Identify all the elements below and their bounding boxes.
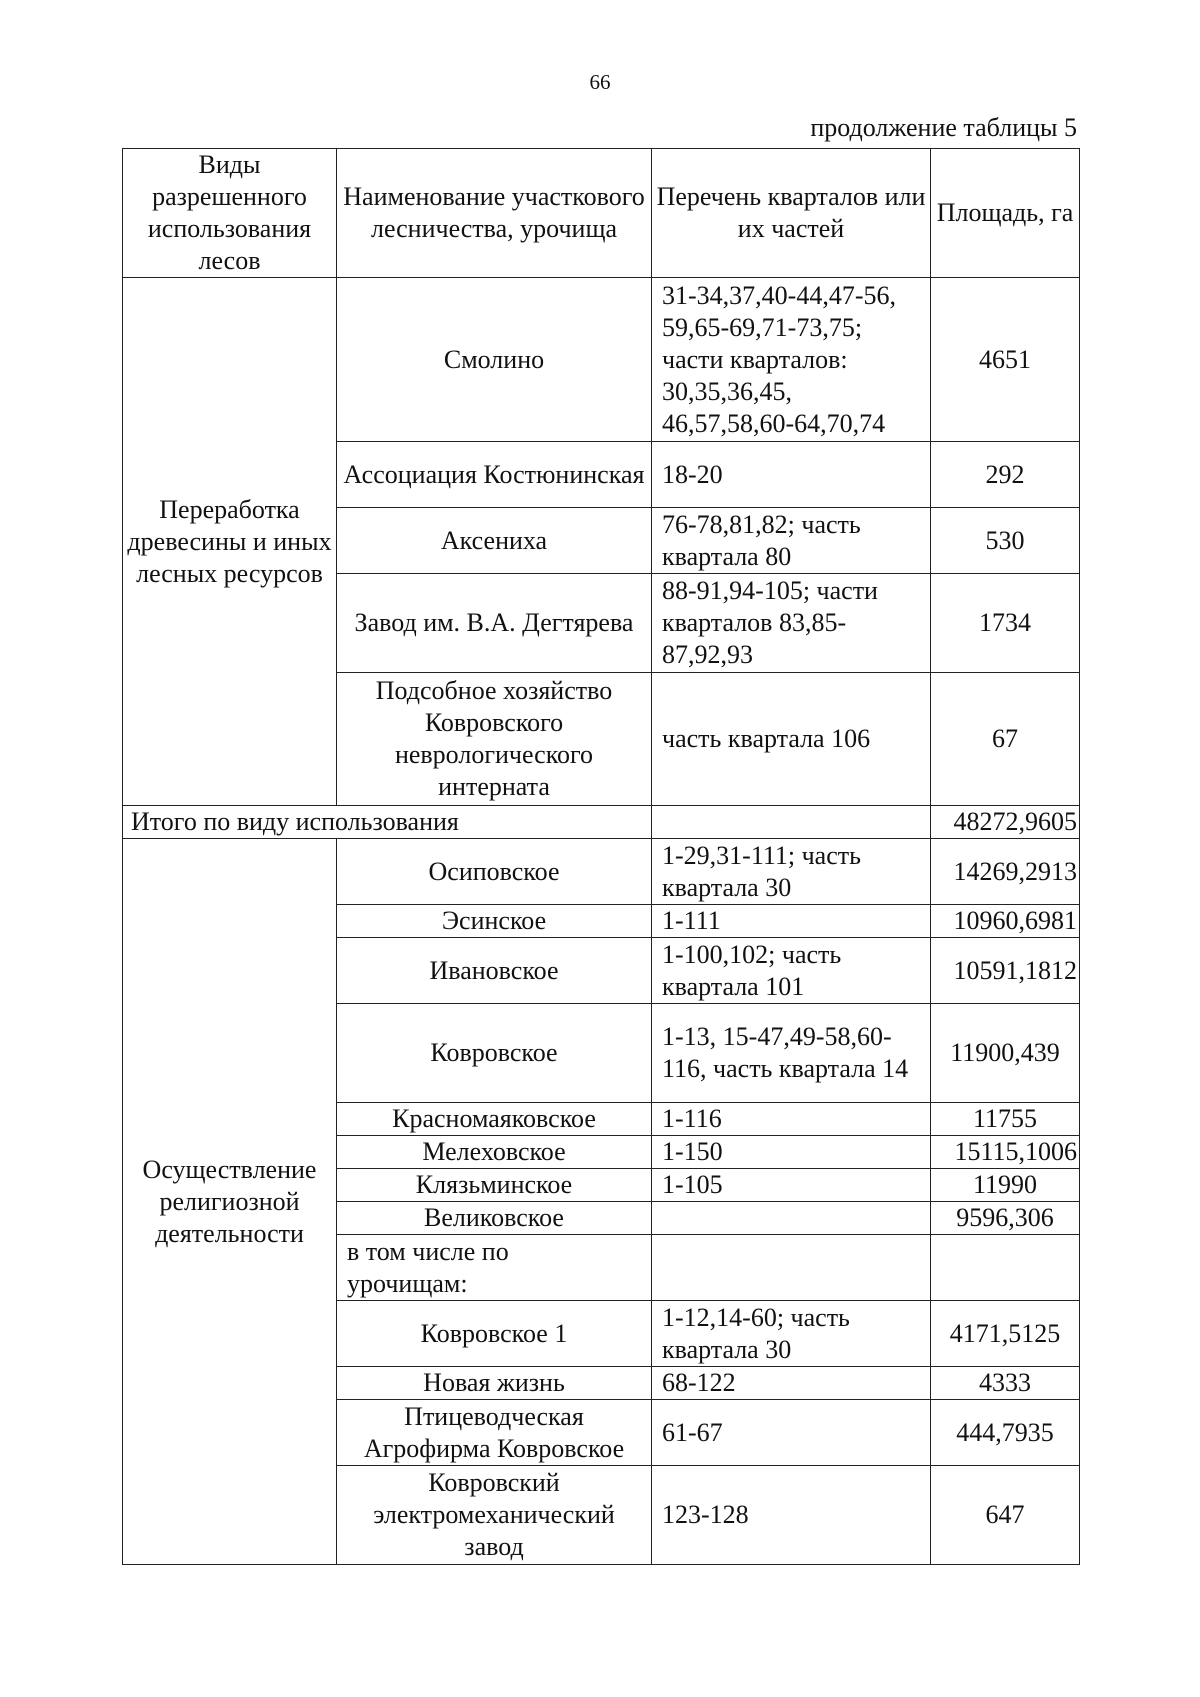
area-cell (931, 1235, 1080, 1301)
area-cell: 15115,1006 (931, 1136, 1080, 1169)
forestry-name-cell: Мелеховское (337, 1136, 652, 1169)
forestry-name-cell: Красномаяковское (337, 1103, 652, 1136)
total-quarters (652, 806, 931, 839)
forestry-name-cell: Подсобное хозяйство Ковровского неврологического интерната (337, 673, 652, 806)
area-cell: 4333 (931, 1367, 1080, 1400)
forestry-name-cell: Птицеводческая Агрофирма Ковровское (337, 1400, 652, 1466)
forestry-name-cell: Аксениха (337, 508, 652, 574)
area-cell: 11755 (931, 1103, 1080, 1136)
forestry-name-cell: Ковровское 1 (337, 1301, 652, 1367)
area-cell: 10960,6981 (931, 905, 1080, 938)
header-usage-type: Виды разрешенного использования лесов (123, 149, 337, 278)
forestry-name-cell: Ковровский электромеханический завод (337, 1466, 652, 1565)
header-area: Площадь, га (931, 149, 1080, 278)
area-cell: 1734 (931, 574, 1080, 673)
area-cell: 4651 (931, 278, 1080, 442)
subheading-cell: в том числе по урочищам: (337, 1235, 652, 1301)
area-cell: 4171,5125 (931, 1301, 1080, 1367)
area-cell: 292 (931, 442, 1080, 508)
area-cell: 11990 (931, 1169, 1080, 1202)
total-area: 48272,9605 (931, 806, 1080, 839)
total-row (123, 806, 1080, 839)
area-cell: 530 (931, 508, 1080, 574)
table-header-row (123, 149, 1080, 278)
quarters-cell: 1-12,14-60; часть квартала 30 (652, 1301, 931, 1367)
area-cell: 14269,2913 (931, 839, 1080, 905)
table-row (123, 839, 1080, 905)
quarters-cell: 1-116 (652, 1103, 931, 1136)
area-cell: 444,7935 (931, 1400, 1080, 1466)
area-cell: 9596,306 (931, 1202, 1080, 1235)
quarters-cell: 88-91,94-105; части кварталов 83,85-87,92,93 (652, 574, 931, 673)
quarters-cell: 1-13, 15-47,49-58,60-116, часть квартала 14 (652, 1004, 931, 1103)
area-cell: 11900,439 (931, 1004, 1080, 1103)
usage-type-cell: Переработка древесины и иных лесных ресурсов (123, 278, 337, 806)
forestry-name-cell: Великовское (337, 1202, 652, 1235)
usage-type-cell: Осуществление религиозной деятельности (123, 839, 337, 1565)
quarters-cell: 68-122 (652, 1367, 931, 1400)
header-forestry-name: Наименование участкового лесничества, урочища (337, 149, 652, 278)
header-quarters: Перечень кварталов или их частей (652, 149, 931, 278)
page-number: 66 (589, 70, 611, 94)
quarters-cell: 1-29,31-111; часть квартала 30 (652, 839, 931, 905)
quarters-cell: 31-34,37,40-44,47-56, 59,65-69,71-73,75; части кварталов: 30,35,36,45, 46,57,58,60-64,70,74 (652, 278, 931, 442)
quarters-cell: часть квартала 106 (652, 673, 931, 806)
quarters-cell: 1-105 (652, 1169, 931, 1202)
forestry-name-cell: Ковровское (337, 1004, 652, 1103)
area-cell: 10591,1812 (931, 938, 1080, 1004)
forestry-name-cell: Осиповское (337, 839, 652, 905)
quarters-cell: 123-128 (652, 1466, 931, 1565)
area-cell: 67 (931, 673, 1080, 806)
total-label: Итого по виду использования (123, 806, 652, 839)
forestry-name-cell: Ассоциация Костюнинская (337, 442, 652, 508)
quarters-cell: 1-111 (652, 905, 931, 938)
forestry-name-cell: Клязьминское (337, 1169, 652, 1202)
forestry-name-cell: Смолино (337, 278, 652, 442)
quarters-cell (652, 1202, 931, 1235)
quarters-cell: 18-20 (652, 442, 931, 508)
quarters-cell: 61-67 (652, 1400, 931, 1466)
quarters-cell: 76-78,81,82; часть квартала 80 (652, 508, 931, 574)
table-continuation-label: продолжение таблицы 5 (810, 113, 1077, 142)
forestry-name-cell: Ивановское (337, 938, 652, 1004)
forestry-name-cell: Завод им. В.А. Дегтярева (337, 574, 652, 673)
quarters-cell (652, 1235, 931, 1301)
table-row (123, 278, 1080, 442)
forestry-name-cell: Новая жизнь (337, 1367, 652, 1400)
area-cell: 647 (931, 1466, 1080, 1565)
quarters-cell: 1-150 (652, 1136, 931, 1169)
forestry-name-cell: Эсинское (337, 905, 652, 938)
forest-use-table (122, 148, 1080, 1565)
quarters-cell: 1-100,102; часть квартала 101 (652, 938, 931, 1004)
